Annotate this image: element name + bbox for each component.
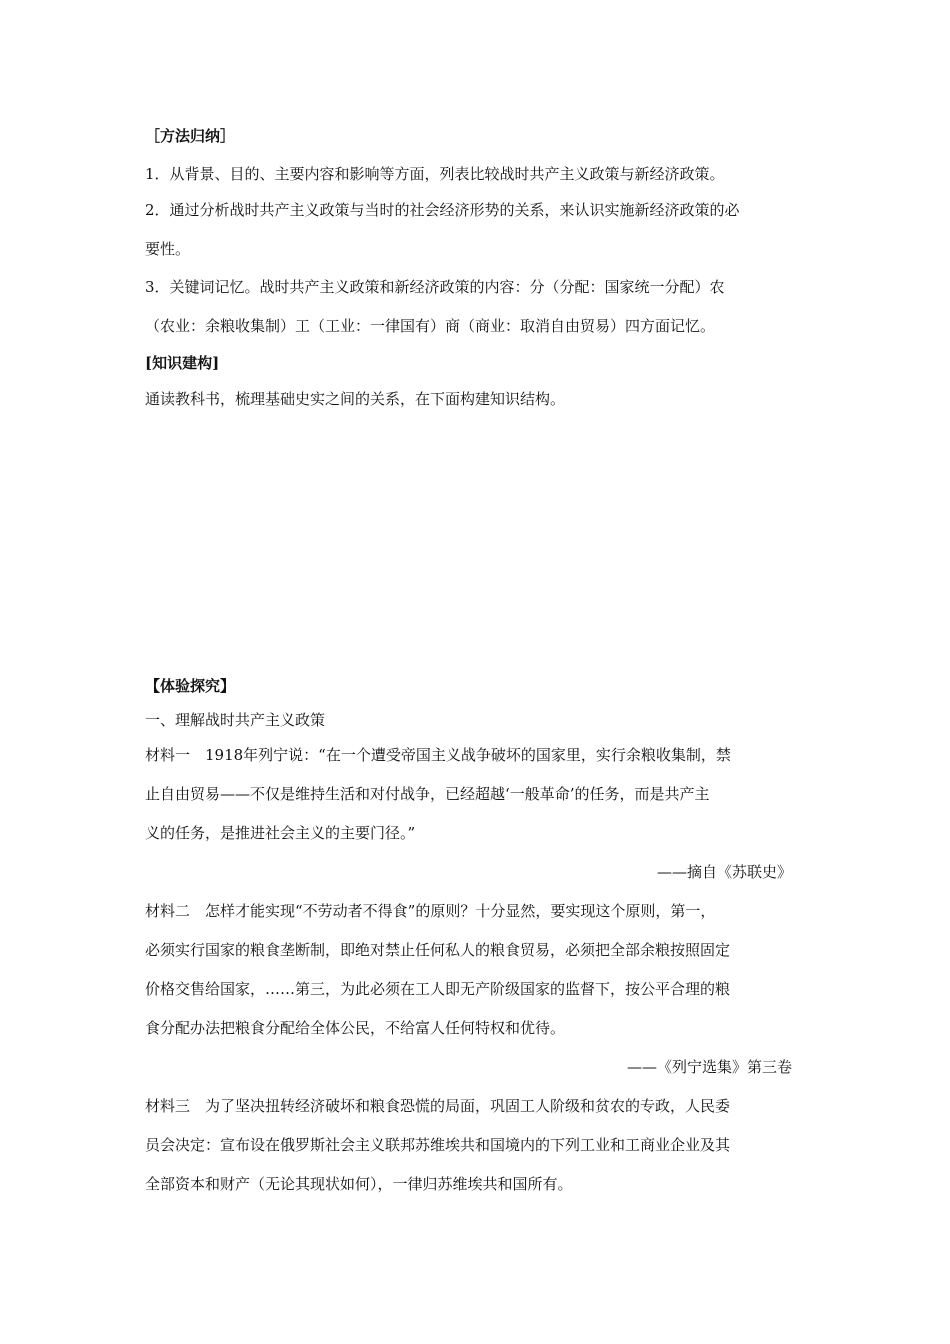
knowledge-heading: [知识建构]: [145, 354, 220, 372]
material-1-source: ——摘自《苏联史》: [656, 863, 792, 881]
method-item-2-line-1: 2．通过分析战时共产主义政策与当时的社会经济形势的关系，来认识实施新经济政策的必: [145, 201, 740, 219]
material-3-line-2: 员会决定：宣布设在俄罗斯社会主义联邦苏维埃共和国境内的下列工业和工商业企业及其: [145, 1136, 731, 1154]
material-1-line-2: 止自由贸易——不仅是维持生活和对付战争，已经超越‘一般革命’的任务，而是共产主: [145, 785, 710, 803]
material-3-line-3: 全部资本和财产（无论其现状如何），一律归苏维埃共和国所有。: [145, 1175, 573, 1193]
material-3-line-1: 材料三 为了坚决扭转经济破坏和粮食恐慌的局面，巩固工人阶级和贫农的专政，人民委: [145, 1097, 731, 1115]
method-item-3-line-1: 3．关键词记忆。战时共产主义政策和新经济政策的内容：分（分配：国家统一分配）农: [145, 278, 725, 296]
material-2-source: ——《列宁选集》第三卷: [626, 1058, 792, 1076]
material-2-line-2: 必须实行国家的粮食垄断制，即绝对禁止任何私人的粮食贸易，必须把全部余粮按照固定: [145, 941, 731, 959]
explore-heading: 【体验探究】: [145, 677, 236, 695]
material-1-line-1: 材料一 1918年列宁说：“在一个遭受帝国主义战争破坏的国家里，实行余粮收集制，禁: [145, 746, 731, 764]
knowledge-text: 通读教科书，梳理基础史实之间的关系，在下面构建知识结构。: [145, 390, 566, 408]
material-2-line-1: 材料二 怎样才能实现“不劳动者不得食”的原则？十分显然，要实现这个原则，第一，: [145, 902, 716, 920]
method-item-1: 1．从背景、目的、主要内容和影响等方面，列表比较战时共产主义政策与新经济政策。: [145, 165, 725, 183]
material-2-line-3: 价格交售给国家，……第三，为此必须在工人即无产阶级国家的监督下，按公平合理的粮: [145, 980, 731, 998]
method-item-3-line-2: （农业：余粮收集制）工（工业：一律国有）商（商业：取消自由贸易）四方面记忆。: [145, 317, 716, 335]
method-heading: ［方法归纳］: [145, 127, 236, 145]
method-item-2-line-2: 要性。: [145, 240, 191, 258]
material-2-line-4: 食分配办法把粮食分配给全体公民，不给富人任何特权和优待。: [145, 1019, 566, 1037]
material-1-line-3: 义的任务，是推进社会主义的主要门径。”: [145, 824, 416, 842]
section-title: 一、理解战时共产主义政策: [145, 711, 326, 729]
